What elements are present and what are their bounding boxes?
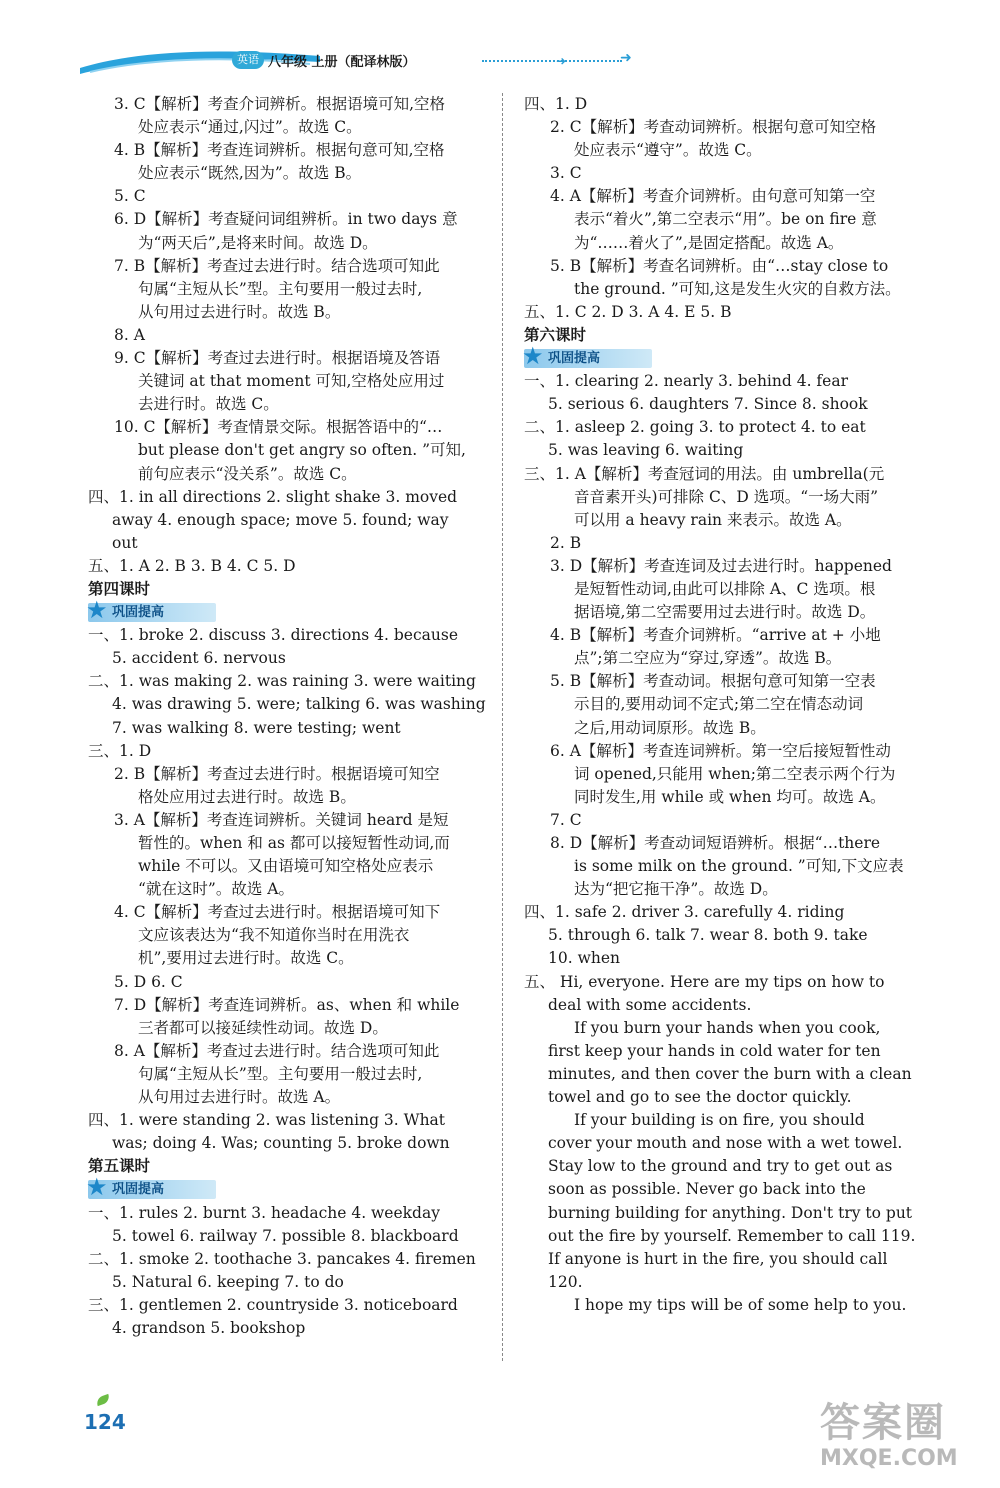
answer-line: 4. B【解析】考查介词辨析。“arrive at + 小地	[550, 626, 881, 645]
star-icon: ★	[86, 1173, 108, 1202]
answer-line: 据语境,第二空需要用过去进行时。故选 D。	[574, 603, 876, 622]
lesson-heading: 第四课时	[88, 579, 151, 598]
answer-line: 120.	[548, 1272, 583, 1291]
answer-line: If your building is on fire, you should	[574, 1111, 865, 1130]
answer-line: 去进行时。故选 C。	[138, 395, 279, 414]
answer-line: first keep your hands in cold water for ten	[548, 1041, 881, 1060]
answer-line: 为“……着火了”,是固定搭配。故选 A。	[574, 233, 844, 252]
grade-title: 八年级 上册（配译林版）	[268, 55, 416, 70]
section-label-box	[86, 596, 216, 625]
answer-line: 二、1. asleep 2. going 3. to protect 4. to eat	[524, 418, 866, 437]
arrow-right-icon: ➜	[556, 54, 567, 68]
answer-line: 10. when	[548, 949, 620, 968]
lesson-heading: 第六课时	[524, 325, 587, 344]
answer-line: 5. accident 6. nervous	[112, 649, 286, 668]
answer-line: 四、1. safe 2. driver 3. carefully 4. riding	[524, 903, 845, 922]
star-icon: ★	[86, 596, 108, 625]
answer-line: 音音素开头)可排除 C、D 选项。“一场大雨”	[574, 487, 879, 506]
right-answer-column	[524, 93, 928, 1317]
answer-line: 暂性的。when 和 as 都可以接短暂性动词,而	[138, 834, 450, 852]
answer-line: 示目的,要用动词不定式;第二空在情态动词	[574, 695, 864, 714]
answer-line: 同时发生,用 while 或 when 均可。故选 A。	[574, 787, 886, 806]
watermark-url: MXQE.COM	[820, 1446, 958, 1471]
answer-line: If anyone is hurt in the fire, you should call	[548, 1249, 888, 1268]
answer-line: out	[112, 533, 138, 552]
subject-badge: 英语	[232, 51, 264, 69]
answer-line: 三、1. D	[88, 741, 152, 760]
answer-line: 三、1. A【解析】考查冠词的用法。由 umbrella(元	[524, 464, 885, 483]
answer-line: 7. B【解析】考查过去进行时。结合选项可知此	[114, 256, 440, 275]
answer-line: 四、1. were standing 2. was listening 3. What	[88, 1111, 446, 1130]
answer-line: was; doing 4. Was; counting 5. broke down	[112, 1134, 450, 1153]
lesson-heading: 第五课时	[88, 1157, 151, 1176]
answer-line: 4. grandson 5. bookshop	[112, 1318, 306, 1337]
answer-line: 句属“主短从长”型。主句要用一般过去时,	[138, 279, 423, 298]
left-answer-column	[88, 93, 492, 1340]
answer-line: away 4. enough space; move 5. found; way	[112, 510, 449, 529]
answer-line: 一、1. broke 2. discuss 3. directions 4. because	[88, 626, 459, 645]
answer-line: 前句应表示“没关系”。故选 C。	[138, 464, 357, 483]
header-dotted-line	[482, 60, 622, 62]
answer-line: 处应表示“既然,因为”。故选 B。	[138, 164, 362, 183]
section-label	[522, 342, 928, 371]
answer-line: is some milk on the ground. ”可知,下文应表	[574, 857, 904, 876]
answer-line: 7. D【解析】考查连词辨析。as、when 和 while	[114, 995, 460, 1014]
watermark-logo-text: 答案圈	[820, 1400, 946, 1446]
answer-line: Stay low to the ground and try to get out as	[548, 1157, 893, 1176]
answer-line: 为“两天后”,是将来时间。故选 D。	[138, 233, 378, 252]
answer-line: the ground. ”可知,这是发生火灾的自救方法。	[574, 279, 901, 298]
answer-line: 从句用过去进行时。故选 A。	[138, 1088, 341, 1107]
page-header	[80, 44, 640, 78]
answer-line: 4. A【解析】考查介词辨析。由句意可知第一空	[550, 187, 876, 206]
column-divider	[502, 93, 503, 1361]
answer-line: 4. was drawing 5. were; talking 6. was washing	[112, 695, 486, 714]
answer-line: burning building for anything. Don't try to put	[548, 1203, 913, 1222]
answer-line: 点”;第二空应为“穿过,穿透”。故选 B。	[574, 649, 842, 668]
answer-line: 处应表示“通过,闪过”。故选 C。	[138, 118, 362, 137]
answer-line: 可以用 a heavy rain 来表示。故选 A。	[574, 510, 852, 529]
answer-line: 二、1. smoke 2. toothache 3. pancakes 4. firemen	[88, 1249, 476, 1268]
answer-line: 三者都可以接延续性动词。故选 D。	[138, 1018, 388, 1037]
answer-line: cover your mouth and nose with a wet towel.	[548, 1134, 903, 1153]
answer-line: I hope my tips will be of some help to you.	[574, 1295, 907, 1314]
answer-line: 二、1. was making 2. was raining 3. were waiting	[88, 672, 476, 691]
answer-line: 5. serious 6. daughters 7. Since 8. shook	[548, 395, 868, 414]
answer-line: while 不可以。又由语境可知空格处应表示	[138, 857, 434, 876]
answer-line: 三、1. gentlemen 2. countryside 3. noticeboard	[88, 1295, 458, 1314]
answer-line: 5. B【解析】考查动词。根据句意可知第一空表	[550, 672, 876, 691]
answer-line: 8. A【解析】考查过去进行时。结合选项可知此	[114, 1041, 440, 1060]
answer-line: deal with some accidents.	[548, 995, 752, 1014]
answer-line: 2. B	[550, 533, 582, 552]
answer-line: “就在这时”。故选 A。	[138, 880, 294, 899]
answer-line: 8. D【解析】考查动词短语辨析。根据“…there	[550, 834, 881, 852]
answer-line: 5. towel 6. railway 7. possible 8. blackboard	[112, 1226, 459, 1245]
answer-line: 表示“着火”,第二空表示“用”。be on fire 意	[574, 210, 877, 229]
answer-line: If you burn your hands when you cook,	[574, 1018, 881, 1037]
answer-line: 关键词 at that moment 可知,空格处应用过	[138, 372, 445, 391]
answer-line: 5. through 6. talk 7. wear 8. both 9. take	[548, 926, 868, 945]
answer-line: 10. C【解析】考查情景交际。根据答语中的“…	[114, 418, 443, 437]
arrow-right-icon: ➜	[620, 50, 632, 66]
answer-line: 文应该表达为“我不知道你当时在用洗衣	[138, 926, 410, 945]
answer-line: 7. was walking 8. were testing; went	[112, 718, 401, 737]
section-label-text: 巩固提高	[548, 351, 601, 367]
answer-line: 2. C【解析】考查动词辨析。根据句意可知空格	[550, 118, 877, 137]
answer-line: out the fire by yourself. Remember to call 119.	[548, 1226, 916, 1245]
answer-line: 一、1. rules 2. burnt 3. headache 4. weekday	[88, 1203, 440, 1222]
answer-line: 9. C【解析】考查过去进行时。根据语境及答语	[114, 349, 441, 368]
answer-line: 句属“主短从长”型。主句要用一般过去时,	[138, 1064, 423, 1083]
page-number: 124	[84, 1410, 126, 1434]
answer-line: soon as possible. Never go back into the	[548, 1180, 866, 1199]
section-label-box	[86, 1173, 216, 1202]
section-label-box	[522, 342, 652, 371]
answer-line: 机”,要用过去进行时。故选 C。	[138, 949, 354, 968]
answer-line: 处应表示“遵守”。故选 C。	[574, 141, 762, 160]
leaf-icon	[95, 1394, 111, 1406]
star-icon: ★	[522, 342, 544, 371]
answer-line: 5. D 6. C	[114, 972, 183, 991]
answer-line: 5. was leaving 6. waiting	[548, 441, 744, 460]
answer-line: 6. D【解析】考查疑问词组辨析。in two days 意	[114, 210, 458, 229]
answer-line: 8. A	[114, 325, 145, 344]
answer-line: 5. Natural 6. keeping 7. to do	[112, 1272, 344, 1291]
answer-line: towel and go to see the doctor quickly.	[548, 1088, 852, 1107]
answer-line: 是短暂性动词,由此可以排除 A、C 选项。根	[574, 579, 876, 598]
answer-line: 3. C【解析】考查介词辨析。根据语境可知,空格	[114, 95, 446, 113]
answer-line: 3. D【解析】考查连词及过去进行时。happened	[550, 556, 892, 575]
answer-line: but please don't get angry so often. ”可知,	[138, 441, 466, 460]
answer-line: 词 opened,只能用 when;第二空表示两个行为	[574, 764, 896, 783]
answer-line: 2. B【解析】考查过去进行时。根据语境可知空	[114, 764, 440, 783]
answer-line: 3. A【解析】考查连词辨析。关键词 heard 是短	[114, 810, 449, 829]
answer-line: 四、1. in all directions 2. slight shake 3. moved	[88, 487, 458, 506]
answer-line: 格处应用过去进行时。故选 B。	[138, 787, 356, 806]
answer-line: 一、1. clearing 2. nearly 3. behind 4. fear	[524, 372, 848, 391]
answer-line: 4. B【解析】考查连词辨析。根据句意可知,空格	[114, 141, 445, 160]
answer-line: 4. C【解析】考查过去进行时。根据语境可知下	[114, 903, 441, 922]
answer-line: 之后,用动词原形。故选 B。	[574, 718, 766, 737]
section-label-text: 巩固提高	[112, 605, 165, 621]
section-label-text: 巩固提高	[112, 1182, 165, 1198]
answer-line: minutes, and then cover the burn with a clean	[548, 1064, 912, 1083]
answer-line: 从句用过去进行时。故选 B。	[138, 302, 341, 321]
answer-line: 5. C	[114, 187, 146, 206]
answer-line: 五、 Hi, everyone. Here are my tips on how to	[524, 972, 885, 991]
watermark	[820, 1400, 980, 1480]
answer-line: 五、1. C 2. D 3. A 4. E 5. B	[524, 302, 732, 321]
answer-line: 7. C	[550, 810, 582, 829]
answer-line: 四、1. D	[524, 95, 588, 113]
answer-line: 五、1. A 2. B 3. B 4. C 5. D	[88, 556, 296, 575]
answer-line: 6. A【解析】考查连词辨析。第一空后接短暂性动	[550, 741, 891, 760]
section-label	[86, 1173, 492, 1202]
answer-line: 达为“把它拖干净”。故选 D。	[574, 880, 778, 899]
section-label	[86, 596, 492, 625]
answer-line: 3. C	[550, 164, 582, 183]
answer-line: 5. B【解析】考查名词辨析。由“…stay close to	[550, 256, 889, 275]
